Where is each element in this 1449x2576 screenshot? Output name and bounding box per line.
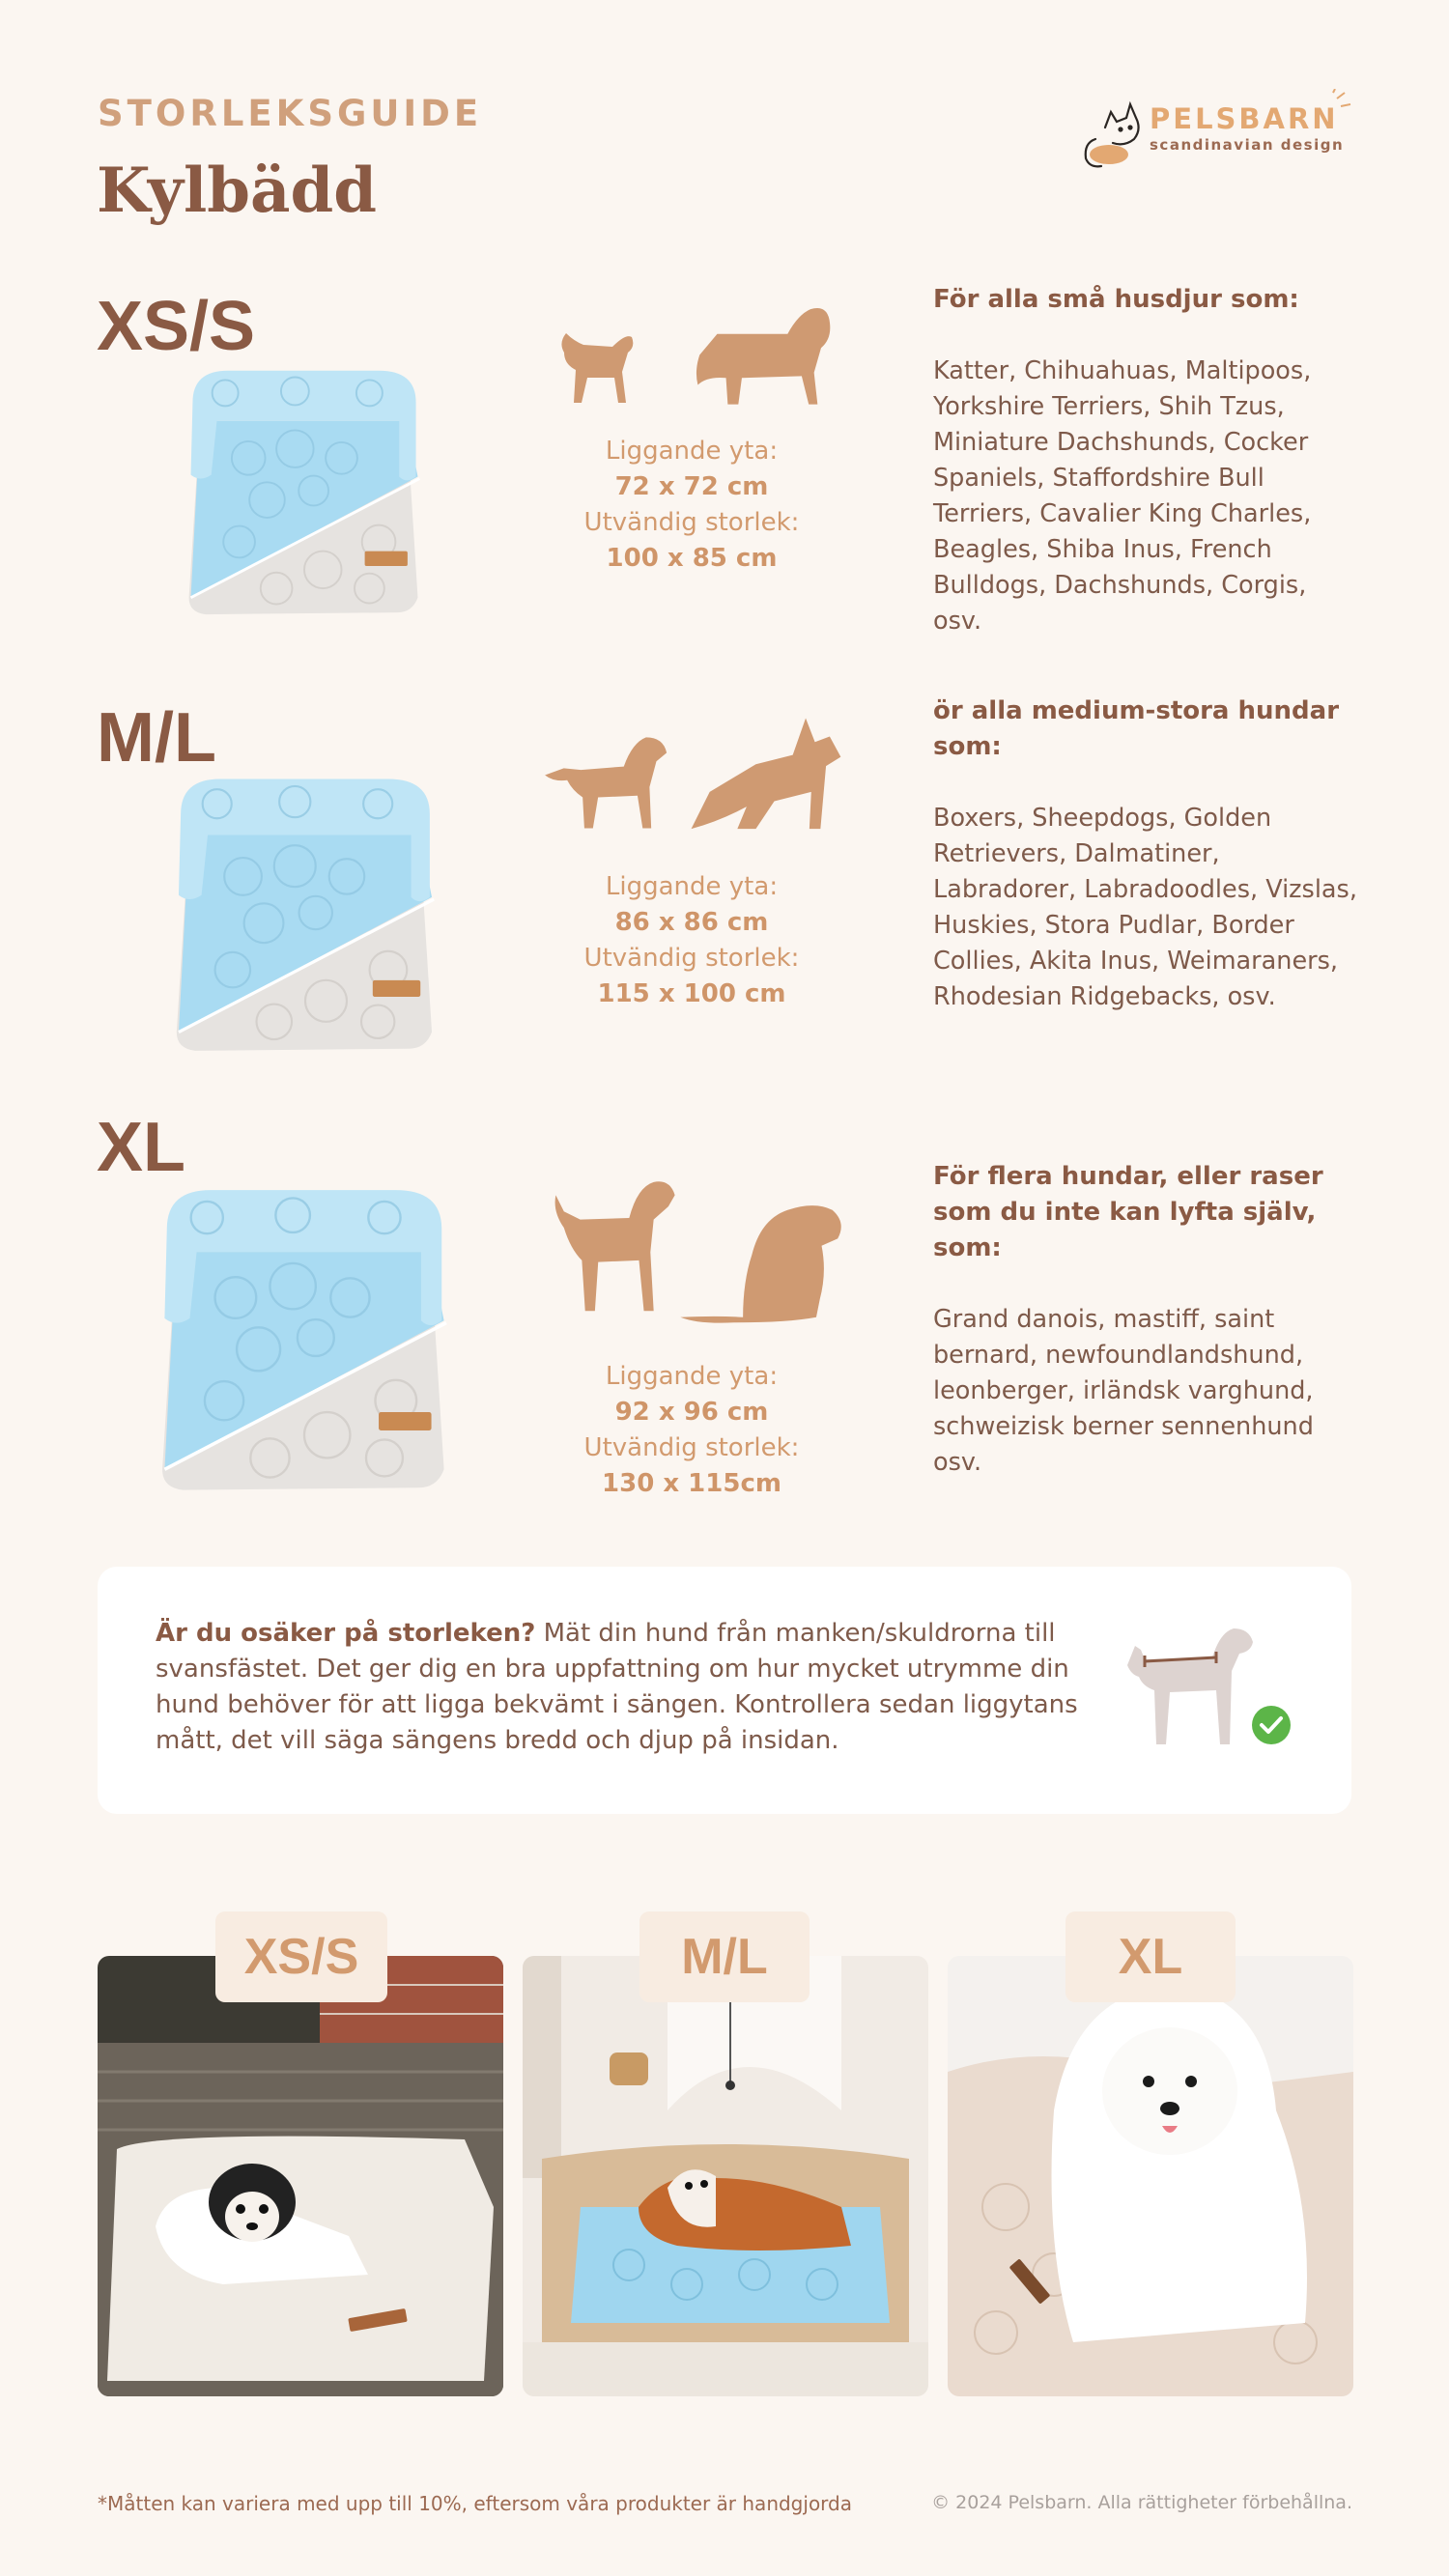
eyebrow-heading: STORLEKSGUIDE: [98, 93, 483, 134]
bed-image-xs-s: [174, 365, 435, 616]
outer-size-value: 130 x 115cm: [602, 1469, 781, 1498]
size-label-xl: XL: [97, 1109, 186, 1186]
photo-tag-xs-s: XS/S: [215, 1911, 387, 2002]
photo-tag-m-l: M/L: [639, 1911, 810, 2002]
measurements-xs-s: [547, 434, 837, 577]
outer-size-value: 115 x 100 cm: [597, 979, 786, 1008]
footnote: *Måtten kan variera med upp till 10%, eftersom våra produkter är handgjorda: [98, 2492, 852, 2515]
breeds-heading-xs-s: För alla små husdjur som:: [933, 285, 1299, 314]
measurements-m-l: [547, 869, 837, 1012]
outer-size-value: 100 x 85 cm: [606, 544, 778, 573]
outer-size-label: Utvändig storlek:: [583, 508, 800, 537]
breeds-heading-xl: För flera hundar, eller raser som du inte kan lyfta själv, som:: [933, 1162, 1323, 1262]
lying-area-label: Liggande yta:: [605, 1362, 779, 1391]
breeds-list-m-l: Boxers, Sheepdogs, Golden Retrievers, Dalmatiner, Labradorer, Labradoodles, Vizslas, Huskies, Stora Pudlar, Border Collies, Akita Inus, Weimaraners, Rhodesian Ridgebacks, osv.: [933, 804, 1357, 1011]
lying-area-value: 92 x 96 cm: [614, 1398, 769, 1427]
lying-area-value: 86 x 86 cm: [614, 908, 769, 937]
logo-name: PELSBARN: [1150, 102, 1339, 135]
spaniel-silhouette-icon: [682, 290, 840, 411]
lying-area-label: Liggande yta:: [605, 437, 779, 466]
large-dog-on-bed-photo: [948, 1956, 1353, 2396]
bed-image-m-l: [160, 773, 450, 1053]
labrador-silhouette-icon: [538, 713, 675, 844]
lying-area-value: 72 x 72 cm: [614, 472, 769, 501]
copyright: © 2024 Pelsbarn. Alla rättigheter förbehållna.: [931, 2492, 1352, 2513]
logo-tagline: scandinavian design: [1150, 136, 1345, 154]
measurements-xl: [547, 1359, 837, 1502]
small-dog-on-bed-photo: [98, 1956, 503, 2396]
outer-size-label: Utvändig storlek:: [583, 1433, 800, 1462]
page-title: Kylbädd: [97, 155, 377, 227]
photo-xl: [948, 1956, 1353, 2396]
bed-image-xl: [145, 1183, 464, 1492]
breeds-list-xs-s: Katter, Chihuahuas, Maltipoos, Yorkshire Terriers, Shih Tzus, Miniature Dachshunds, Cocker Spaniels, Staffordshire Bull Terriers, Cavalier King Charles, Beagles, Shiba Inus, French Bulldogs, Dachshunds, Corgis, osv.: [933, 356, 1312, 636]
breeds-list-xl: Grand danois, mastiff, saint bernard, newfoundlandshund, leonberger, irländsk varghund, schweizisk berner sennenhund osv.: [933, 1305, 1314, 1477]
photo-xs-s: [98, 1956, 503, 2396]
dog-measuring-icon: [1113, 1619, 1264, 1748]
outer-size-label: Utvändig storlek:: [583, 944, 800, 973]
medium-dog-on-bed-photo: [523, 1956, 928, 2396]
breeds-heading-m-l: ör alla medium-stora hundar som:: [933, 696, 1340, 761]
size-label-m-l: M/L: [97, 699, 216, 777]
size-tip-lead: Är du osäker på storleken?: [156, 1619, 536, 1648]
photo-tag-xl: XL: [1065, 1911, 1236, 2002]
saint-bernard-silhouette-icon: [657, 1183, 856, 1326]
photo-m-l: [523, 1956, 928, 2396]
shepherd-silhouette-icon: [682, 695, 848, 842]
size-label-xs-s: XS/S: [97, 288, 256, 365]
checkmark-icon: [1251, 1705, 1292, 1745]
size-tip-body: Mät din hund från manken/skuldrorna till svansfästet. Det ger dig en bra uppfattning om hur mycket utrymme din hund behöver för att ligga bekvämt i sängen. Kontrollera sedan liggytans mått, det vill säga sängens bredd och djup på insidan.: [156, 1619, 1078, 1755]
lying-area-label: Liggande yta:: [605, 872, 779, 901]
size-tip-text: [156, 1616, 1093, 1759]
small-dog-silhouette-icon: [544, 314, 652, 410]
